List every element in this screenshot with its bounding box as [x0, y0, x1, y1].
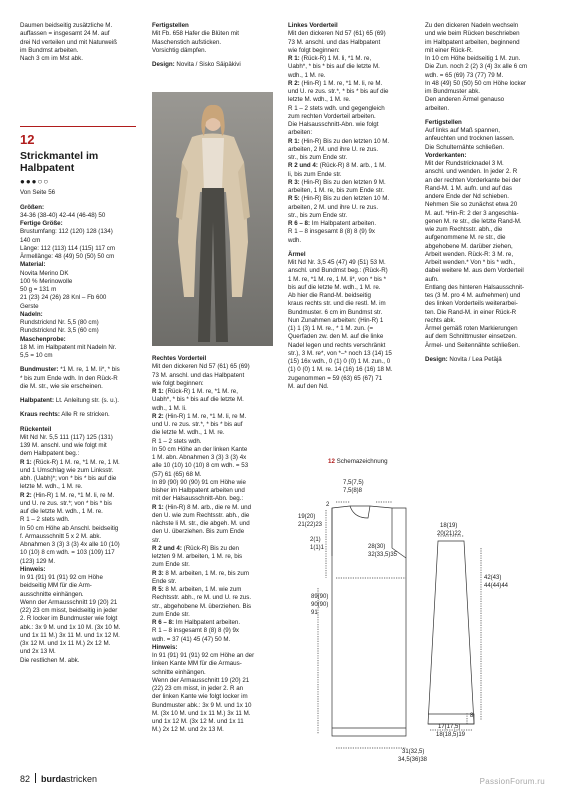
dim-label-r: 44(44)44 — [484, 583, 509, 589]
dim-label-c: 2 — [326, 502, 330, 508]
dim-label-f: 2(1) — [310, 537, 321, 543]
model-photo-illustration — [152, 92, 273, 346]
garter-stitch: Kraus rechts: Alle R re stricken. — [20, 411, 110, 419]
half-fisherman-rib: Halbpatent: Lt. Anleitung str. (s. u.). — [20, 397, 120, 405]
page-number: 82 — [20, 774, 31, 784]
dim-label-k: 90(90) — [311, 602, 329, 608]
gauge-heading: Maschenprobe: — [20, 335, 66, 343]
dim-label-t: 17(17,5) — [438, 724, 461, 730]
design-credit-2: Design: Novita / Lea Petäjä — [425, 355, 502, 363]
dim-label-m: 31(32,5) — [402, 749, 425, 755]
front-bands-heading: Vorderkanten: — [425, 151, 467, 159]
finishing-heading: Fertigstellen — [152, 22, 189, 29]
page-reference: Von Seite 56 — [20, 189, 56, 197]
pattern-number: 12 — [20, 132, 35, 148]
rib-pattern: Bundmuster: *1 M. re, 1 M. li*, * bis — [20, 366, 120, 374]
back-heading: Rückenteil — [20, 425, 52, 433]
armhole — [392, 508, 406, 558]
column-3: Linkes Vorderteil Mit den dickeren Nd 57 (61) 65 (69) 73 M. anschl. und das Halbpatent wie folgt beginnen: R 1: (Rück-R) 1 M. li, *1 M. re, Uabh*, * bis * bis auf die letzte M. wdh., 1 M. re. R 2: (Hin-R) 1 M. re, *1 M. li, re M. und U. re zus. str.*, * bis * bis auf die letzte M. wdh., 1 M. re. R 1 – 2 stets wdh. und gegengleich zum rechten Vorderteil arbeiten. Die Halsausschnitt-Abn. wie folgt arbeiten: R 1: (Hin-R) Bis zu den letzten 10 M. arbeiten, 2 M. und ihre U. re zus. str., bis zum Ende str. R 2 und 4: (Rück-R) 8 M. arb., 1 M. li, bis zum Ende str. R 3: (Hin-R) Bis zu den letzten 9 M. arbeiten, 1 M. re, bis zum Ende str. R 5: (Hin-R) Bis zu den letzten 10 M. arbeiten, 2 M. und ihre U. re zus. str., bis zum Ende str. R 6 – 8: Im Halbpatent arbeiten. R 1 – 8 insgesamt 8 (8) 8 (9) 9x wdh. Ärmel Mit Nd Nr. 3,5 45 (47) 49 (51) 53 M. anschl. und Bundmst beg.: (Rück-R) 1 M. re, *1 M. re, 1 M. li*, von * bis * bis auf die letzte M. wdh., 1 M. re. Ab hier die Rand-M. beidseitig kraus rechts str. und die restl. M. im Bundmuster. 6 cm im Bundmst str. Nun Zunahmen arbeiten: (Hin-R) 1 (1) 1 (3) 1 M. re., * 1 M. zun. (= Querfaden zw. den M. auf die linke Nadel legen und rechts verschränkt str.), 3 M. re*, von *–* noch 13 (14) 15 (15) 16x wdh., 0 (1) 0 (0) 1 M. zun., 0 (1) 0 (0) 1 M. re. 14 (16) 16 (16) 18 M. zugenommen = 59 (63) 65 (67) 71 M. auf den Nd. — [288, 22, 410, 391]
sizes-heading: Größen: — [20, 203, 45, 211]
schematic-title: 12 Schemazeichnung — [328, 458, 388, 465]
column-1: Daumen beidseitig zusätzliche M. auffassen = insgesamt 24 M. auf drei Nd verteilen und mit Naturweiß im Bundmst arbeiten. Nach 3 cm im Mst abk. 12 Strickmantel im Halbpatent ●●●○○ Von Seite 56 Größen: 34-36 (38-40) 42-44 (46-48) 50 Fertige Größe: Brustumfang: 112 (120) 128 (134) 140 cm Länge: 112 (113) 114 (115) 117 cm Ärmellänge: 48 (49) 50 (50) 50 cm Material: Novita Merino DK 100 % Merinowolle 50 g = 131 m 21 (23) 24 (26) 28 Knl – Fb 600 Gerste Nadeln: Rundstricknd Nr. 5,5 (80 cm) Rundstricknd Nr. 3,5 (60 cm) Maschenprobe: 18 M. im Halbpatent mit Nadeln Nr. 5,5 = 10 cm Bundmuster: *1 M. re, 1 M. li*, * bis * bis zum Ende wdh. In den Rück-R die M. str., wie sie erscheinen. Halbpatent: Lt. Anleitung str. (s. u.). Kraus rechts: Alle R re stricken. Rückenteil Mit Nd Nr. 5,5 111 (117) 125 (131) 139 M. anschl. und wie folgt mit dem Halbpatent beg.: R 1: (Rück-R) 1 M. re, *1 M. re, 1 M. und 1 Umschlag wie zum Linksstr. abh. (Uabh)*; von * bis * bis auf die letzte M. wdh., 1 M. re. R 2: (Hin-R) 1 M. re, *1 M. li, re M. und U. re zus. str.*; von * bis * bis auf die letzte M. wdh., 1 M. re. R 1 – 2 stets wdh. In 50 cm Höhe ab Anschl. beidseitig f. Armausschnitt 5 x 2 M. abk. Abnahmen 3 (3) 3 (3) 4x alle 10 (10) 10 (10) 8 cm wdh. = 103 (109) 117 (123) 129 M. Hinweis: In 91 (91) 91 (91) 92 cm Höhe beidseitig MM für die Arm- ausschnitte einhängen. Wenn der Armausschnitt 19 (20) 21 (22) 23 cm misst, beidseitig in jeder 2. R locker im Bundmuster wie folgt abk.: 3x 9 M. und 1x 10 M. (3x 10 M. und 1x 11 M.) 3x 11 M. und 1x 12 M. (3x 12 M. und 1x 11 M.) 2x 12 M. und 2x 13 M. Die restlichen M. abk. — [20, 22, 136, 665]
dim-label-g: 1(1)1 — [310, 545, 325, 551]
dim-label-h: 28(30) — [368, 544, 386, 550]
column-4: Zu den dickeren Nadeln wechseln und wie beim Rücken beschrieben im Halbpatent arbeiten, beginnend mit einer Rück-R. In 10 cm Höhe beidseitig 1 M. zun. Die Zun. noch 2 (2) 3 (4) 3x alle 6 cm wdh. = 65 (69) 73 (77) 79 M. In 48 (49) 50 (50) 50 cm Höhe locker im Bundmuster abk. Den anderen Ärmel genauso arbeiten. Fertigstellen Auf links auf Maß spannen, anfeuchten und trocknen lassen. Die Schulternähte schließen. Vorderkanten: Mit der Rundstricknadel 3 M. anschl. und wenden. In jeder 2. R an der rechten Vorderkante bei der Rand-M. 1 M. aufn. und auf das andere Ende der Nd schieben. Nehmen Sie so zunächst etwa 20 M. auf. *Hin-R: 2 der 3 angeschla- genen M. re str., die letzte Rand-M. wie zum Rechtsstr. abh., die aufgenommene M. re str., die abgehobene M. darüber ziehen, Arbeit wenden. Rück-R: 3 M. re, Arbeit wenden.* Von * bis * wdh., dabei weitere M. aus dem Vorderteil aufn. Entlang des hinteren Halsausschnit- tes (3 M. pro 4 M. aufnehmen) und des linken Vorderteils weiterarbei- ten. Die Rand-M. in einer Rück-R rechts abk. Ärmel gemäß roten Markierungen auf dem Schnittmuster einsetzen. Ärmel- und Seitennähte schließen. Design: Novita / Lea Petäjä — [425, 22, 545, 364]
sleeve-heading: Ärmel — [288, 250, 306, 258]
left-front-heading: Linkes Vorderteil — [288, 22, 338, 29]
dim-label-u: 18(18,5)19 — [436, 732, 466, 738]
note-heading-2: Hinweis: — [152, 643, 178, 651]
dim-label-i: 32(33,5)35 — [368, 552, 398, 558]
brand-logo-suffix: stricken — [66, 774, 98, 784]
model-photo — [152, 92, 273, 346]
finishing-heading-2: Fertigstellen — [425, 118, 462, 126]
dim-label-s: 8 — [470, 713, 474, 719]
dim-label-p: 20(21)22 — [437, 531, 462, 537]
column-2-top: Fertigstellen Mit Fb. 658 Hafer die Blüten mit Maschenstich aufsticken. Vorsichtig dämpfen. Design: Novita / Sisko Säipäkivi — [152, 22, 272, 69]
material-heading: Material: — [20, 261, 46, 269]
brand-logo: burda — [41, 774, 67, 784]
footer-divider — [35, 773, 36, 783]
difficulty-rating: ●●●○○ — [20, 176, 50, 186]
dim-label-o: 18(19) — [440, 523, 458, 529]
column-2-bottom: Rechtes Vorderteil Mit den dickeren Nd 57 (61) 65 (69) 73 M. anschl. und das Halbpatent wie folgt beginnen: R 1: (Rück-R) 1 M. re, *1 M. re, Uabh*, * bis * bis auf die letzte M. wdh., 1 M. li. R 2: (Hin-R) 1 M. re, *1 M. li, re M. und U. re zus. str.*, * bis * bis auf die letzte M. wdh., 1 M. re. R 1 – 2 stets wdh. In 50 cm Höhe an der linken Kante 1 M. abn. Abnahmen 3 (3) 3 (3) 4x alle 10 (10) 10 (10) 8 cm wdh. = 53 (57) 61 (65) 68 M. In 89 (90) 90 (90) 91 cm Höhe wie bisher im Halbpatent arbeiten und mit der Halsausschnitt-Abn. beg.: R 1: (Hin-R) 8 M. arb., die re M. und den U. wie zum Rechtsstr. abh., die nächste li M. str., die abgeh. M. und den U. überziehen. Bis zum Ende str. R 2 und 4: (Rück-R) Bis zu den letzten 9 M. arbeiten, 1 M. re, bis zum Ende str. R 3: 8 M. arbeiten, 1 M. re, bis zum Ende str. R 5: 8 M. arbeiten, 1 M. wie zum Rechtsstr. abh., re M. und U. re zus. str., abgehobene M. überziehen. Bis zum Ende str. R 6 – 8: Im Halbpatent arbeiten. R 1 – 8 insgesamt 8 (8) 8 (9) 9x wdh. = 37 (41) 45 (47) 50 M. Hinweis: In 91 (91) 91 (91) 92 cm Höhe an der linken Kante MM für die Armaus- schnitte einhängen. Wenn der Armausschnitt 19 (20) 21 (22) 23 cm misst, in jeder 2. R an der linken Kante wie folgt locker im Bundmuster abk.: 3x 9 M. und 1x 10 M. (3x 10 M. und 1x 11 M.) 3x 11 M. und 1x 12 M. (3x 12 M. und 1x 11 M.) 2x 12 M. und 2x 13 M. — [152, 355, 272, 735]
dim-label-d: 19(20) — [298, 514, 316, 520]
dim-label-a: 7,5(7,5) — [343, 480, 364, 486]
schematic-drawing — [288, 458, 545, 778]
note-heading: Hinweis: — [20, 565, 46, 573]
right-front-heading: Rechtes Vorderteil — [152, 355, 207, 362]
neckline — [350, 506, 370, 518]
dim-label-b: 7,5(8)8 — [343, 488, 363, 494]
sizes-text: 34-36 (38-40) 42-44 (46-48) 50 — [20, 211, 106, 219]
sleeve-outline — [428, 541, 474, 724]
body-outline — [332, 506, 406, 736]
dim-label-j: 89(90) — [311, 594, 329, 600]
pattern-title: Strickmantel im Halbpatent — [20, 149, 99, 174]
dim-label-l: 91 — [311, 610, 318, 616]
dim-label-q: 42(43) — [484, 575, 502, 581]
design-credit: Design: Novita / Sisko Säipäkivi — [152, 61, 241, 68]
intro-text: Daumen beidseitig zusätzliche M. auffassen = insgesamt 24 M. auf drei Nd verteilen und mit Naturweiß im Bundmst arbeiten. Nach 3 cm im Mst abk. — [20, 22, 117, 62]
dim-label-e: 21(22)23 — [298, 522, 323, 528]
section-divider — [20, 126, 136, 127]
dim-label-n: 34,5(36)38 — [398, 757, 428, 763]
watermark: PassionForum.ru — [479, 777, 545, 786]
page-footer — [20, 773, 97, 786]
finished-size-heading: Fertige Größe: — [20, 220, 63, 228]
needles-heading: Nadeln: — [20, 310, 43, 318]
